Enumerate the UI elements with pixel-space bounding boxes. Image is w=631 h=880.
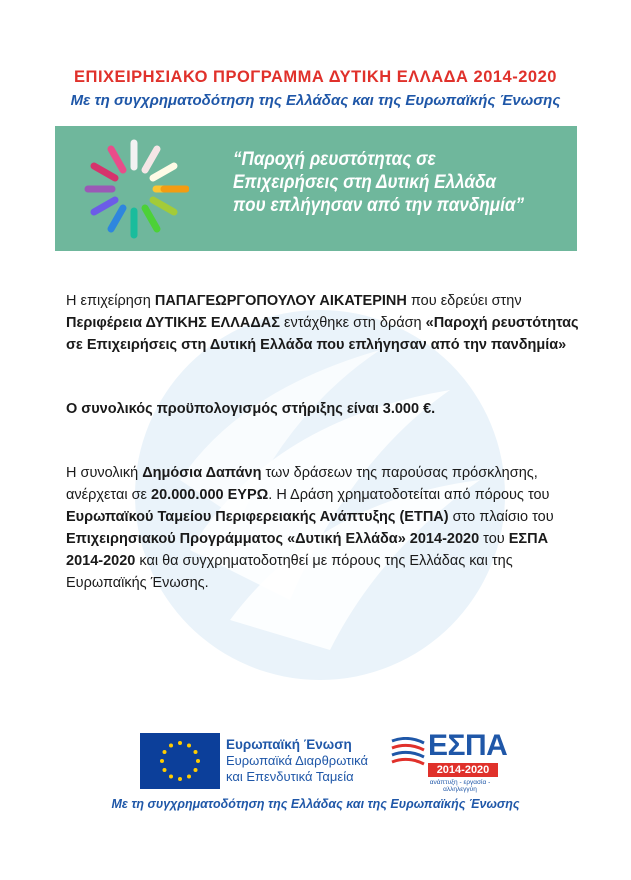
p3-text-1: Η συνολική bbox=[66, 465, 143, 481]
p3-bold-3: Ευρωπαϊκού Ταμείου Περιφερειακής Ανάπτυξης (ΕΤΠΑ) bbox=[66, 509, 449, 525]
banner-line-1: “Παροχή ρευστότητας σε bbox=[233, 149, 436, 170]
color-wheel-icon bbox=[79, 134, 189, 244]
eu-line-1: Ευρωπαϊκή Ένωση bbox=[226, 737, 352, 752]
p3-bold-2: 20.000.000 ΕΥΡΩ bbox=[151, 487, 269, 503]
p3-text-2: των δράσεων της παρούσας πρόσκλησης, ανέρχεται σε bbox=[66, 465, 538, 503]
p3-bold-1: Δημόσια Δαπάνη bbox=[142, 465, 262, 481]
company-name: ΠΑΠΑΓΕΩΡΓΟΠΟΥΛΟΥ ΑΙΚΑΤΕΡΙΝΗ bbox=[154, 293, 407, 309]
espa-word: ΕΣΠΑ bbox=[428, 729, 508, 762]
p3-bold-5: ΕΣΠΑ 2014-2020 bbox=[66, 531, 549, 569]
p3-text-5: του bbox=[479, 531, 509, 547]
p3-bold-4: Επιχειρησιακού Προγράμματος «Δυτική Ελλάδα» 2014-2020 bbox=[66, 531, 480, 547]
banner-text bbox=[233, 148, 535, 217]
header-subtitle: Με τη συγχρηματοδότηση της Ελλάδας και της Ευρωπαϊκής Ένωσης bbox=[70, 92, 561, 109]
p1-text-2: που εδρεύει στην bbox=[406, 293, 522, 309]
action-name: «Παροχή ρευστότητας σε Επιχειρήσεις στη Δυτική Ελλάδα που επλήγησαν από την πανδημία» bbox=[66, 315, 579, 353]
paragraph-funding bbox=[66, 462, 588, 594]
paragraph-budget: Ο συνολικός προϋπολογισμός στήριξης είναι 3.000 €. bbox=[66, 401, 436, 417]
espa-logo bbox=[390, 729, 508, 793]
p1-text-3: εντάχθηκε στη δράση bbox=[279, 315, 426, 331]
eu-flag-icon bbox=[140, 733, 220, 789]
footer-subtitle: Με τη συγχρηματοδότηση της Ελλάδας και της Ευρωπαϊκής Ένωσης bbox=[111, 797, 520, 811]
espa-years: 2014-2020 bbox=[428, 763, 498, 777]
paragraph-beneficiary bbox=[66, 290, 588, 356]
header-title: ΕΠΙΧΕΙΡΗΣΙΑΚΟ ΠΡΟΓΡΑΜΜΑ ΔΥΤΙΚΗ ΕΛΛΑΔΑ 2014-2020 bbox=[74, 68, 557, 86]
p3-text-3: . Η Δράση χρηματοδοτείται από πόρους του bbox=[268, 487, 550, 503]
p3-text-4: στο πλαίσιο του bbox=[448, 509, 554, 525]
espa-flag-icon bbox=[390, 737, 426, 767]
region-name: Περιφέρεια ΔΥΤΙΚΗΣ ΕΛΛΑΔΑΣ bbox=[66, 315, 280, 331]
eu-line-2: Ευρωπαϊκά Διαρθρωτικά bbox=[226, 753, 369, 768]
espa-tagline: ανάπτυξη - εργασία - αλληλεγγύη bbox=[429, 779, 491, 793]
eu-text bbox=[226, 737, 396, 785]
banner-line-2: Επιχειρήσεις στη Δυτική Ελλάδα bbox=[233, 172, 497, 193]
p3-text-6: και θα συγχρηματοδοτηθεί με πόρους της Ελλάδας και της Ευρωπαϊκής Ένωσης. bbox=[66, 553, 513, 591]
p1-text-1: Η επιχείρηση bbox=[66, 293, 155, 309]
action-banner bbox=[55, 126, 577, 251]
eu-line-3: και Επενδυτικά Ταμεία bbox=[226, 769, 354, 784]
banner-line-3: που επλήγησαν από την πανδημία” bbox=[233, 195, 525, 216]
